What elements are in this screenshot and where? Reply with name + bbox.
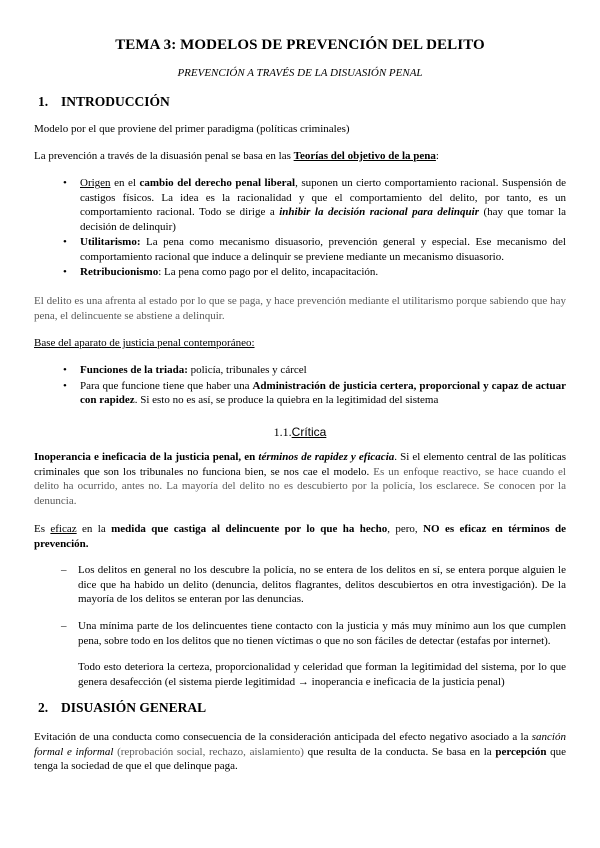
text-run: que resulta de la conducta. Se basa en la: [303, 745, 496, 758]
text-run: Para que funcione tiene que haber una: [80, 379, 253, 392]
text-run-bold: Inoperancia e ineficacia de la justicia penal, en: [34, 451, 259, 463]
text-run: (hay que tomar la decisión de delinquir): [80, 206, 567, 233]
text-run: , pero,: [387, 523, 424, 535]
list-item: [80, 176, 566, 234]
dash-list-1: [78, 563, 566, 607]
text-run: :: [435, 150, 439, 162]
paragraph-model: Modelo por el que proviene del primer paradigma (políticas criminales): [34, 123, 350, 135]
text-run-bold-underline: Teorías del objetivo de la pena: [293, 150, 436, 162]
text-run: que tenga la sociedad de que el que delinque paga.: [34, 745, 566, 772]
text-run-italic: sanción formal e informal: [34, 731, 566, 758]
text-run: Es: [34, 523, 51, 535]
text-run-bold: medida que castiga al delincuente por lo que ha hecho: [111, 523, 388, 535]
page-subtitle: PREVENCIÓN A TRAVÉS DE LA DISUASIÓN PENAL: [177, 67, 423, 79]
paragraph-prevention: [34, 149, 566, 164]
text-run-bold: Administración de justicia certera, proporcional y capaz de actuar con rapidez: [80, 379, 566, 406]
text-run-bold-italic: términos de rapidez y eficacia: [258, 451, 395, 463]
paragraph-general-deterrence: [34, 730, 566, 774]
list-item: [80, 379, 566, 408]
list-item: – Una mínima parte de los delincuentes tiene contacto con la justicia y más muy mínimo aun los que cumplen pena, sobre todo en los delitos que no tienen víctimas o que no son fáciles de detectar (estafas por internet).: [78, 619, 566, 648]
list-item: [80, 363, 566, 378]
text-run-bold: percepción: [495, 745, 547, 758]
theories-list: [80, 176, 566, 281]
dash-list-2: [78, 619, 566, 648]
list-item: [80, 265, 566, 280]
subsection-number: 1.1.: [273, 425, 292, 439]
section-2-heading: [38, 700, 206, 716]
text-run-bold: Retribucionismo: [80, 266, 159, 278]
paragraph-crime-affront: El delito es una afrenta al estado por lo que se paga, y hace prevención mediante el utilitarismo porque sabiendo que hay pena, el delincuente se abstiene a delinquir.: [34, 295, 566, 322]
list-item: [80, 235, 566, 264]
paragraph-critique: [34, 450, 566, 508]
section-1-number: 1.: [38, 94, 49, 109]
text-run: policía, tribunales y cárcel: [187, 364, 307, 376]
text-run: : La pena como pago por el delito, incapacitación.: [158, 266, 379, 278]
text-run-bold: NO es eficaz en términos de prevención.: [34, 523, 567, 550]
section-1-title: INTRODUCCIÓN: [61, 94, 170, 109]
paragraph-efficacy: [34, 522, 566, 551]
text-run: . Si el elemento central de las políticas criminales que son los tribunales no funciona bien, se nos cae el modelo.: [34, 451, 566, 478]
text-run-bold: Funciones de la triada:: [80, 364, 188, 376]
page-title: TEMA 3: MODELOS DE PREVENCIÓN DEL DELITO: [115, 37, 485, 53]
text-run-bold: cambio del derecho penal liberal: [139, 177, 296, 189]
text-run: en la: [76, 523, 112, 535]
text-run: Evitación de una conducta como consecuencia de la consideración anticipada del efecto negativo asociado a la: [34, 731, 532, 743]
section-2-number: 2.: [38, 700, 49, 715]
section-2-title: DISUASIÓN GENERAL: [61, 700, 207, 715]
list-item: – Los delitos en general no los descubre la policía, no se entera de los delitos en sí, se entera porque alguien le dice que ha habido un delito (denuncia, delitos flagrantes, delitos descubiertos en otra investigación). De la mayoría de los delitos se enteran por las denuncias.: [78, 563, 566, 607]
text-run: en el: [110, 177, 140, 189]
text-run-underline: eficaz: [50, 523, 77, 535]
text-run-bold: Utilitarismo:: [80, 236, 141, 248]
text-run-underline: Origen: [80, 177, 111, 189]
text-run: , suponen un cierto comportamiento racional. Suspensión de castigos físicos. La idea es la racionalidad y que el comportamiento del delito, por tanto, es un comportamiento racional. Todo se dirige a: [80, 177, 567, 218]
paragraph-deterioration: Todo esto deteriora la certeza, proporcionalidad y celeridad que forman la legitimidad del sistema, por lo que genera desafección (el sistema pierde legitimidad → inoperancia e ineficacia de la justicia penal): [78, 661, 566, 688]
base-list: [80, 363, 566, 409]
text-run: La prevención a través de la disuasión penal se basa en las: [34, 150, 294, 162]
text-run-grey: Es un enfoque reactivo, se hace cuando el delito ha ocurrido, antes no. La mayoría del delito no es descubierto por la policía, los esclarece. Se conocen por la denuncia.: [34, 465, 566, 507]
text-run-bold-italic: inhibir la decisión racional para delinquir: [279, 206, 479, 218]
text-run-grey: (reprobación social, rechazo, aislamiento): [113, 745, 304, 758]
text-run: La pena como mecanismo disuasorio, prevención general y especial. Ese mecanismo del comportamiento racional que induce a delinquir se previene mediante un mecanismo disuasorio.: [80, 236, 566, 263]
section-1-heading: [38, 94, 170, 110]
subsection-title: Crítica: [291, 425, 327, 439]
subsection-1-1-heading: [0, 425, 600, 440]
text-run: . Si esto no es así, se produce la quiebra en la legitimidad del sistema: [134, 394, 439, 406]
paragraph-base-label: Base del aparato de justicia penal contemporáneo:: [34, 337, 255, 349]
